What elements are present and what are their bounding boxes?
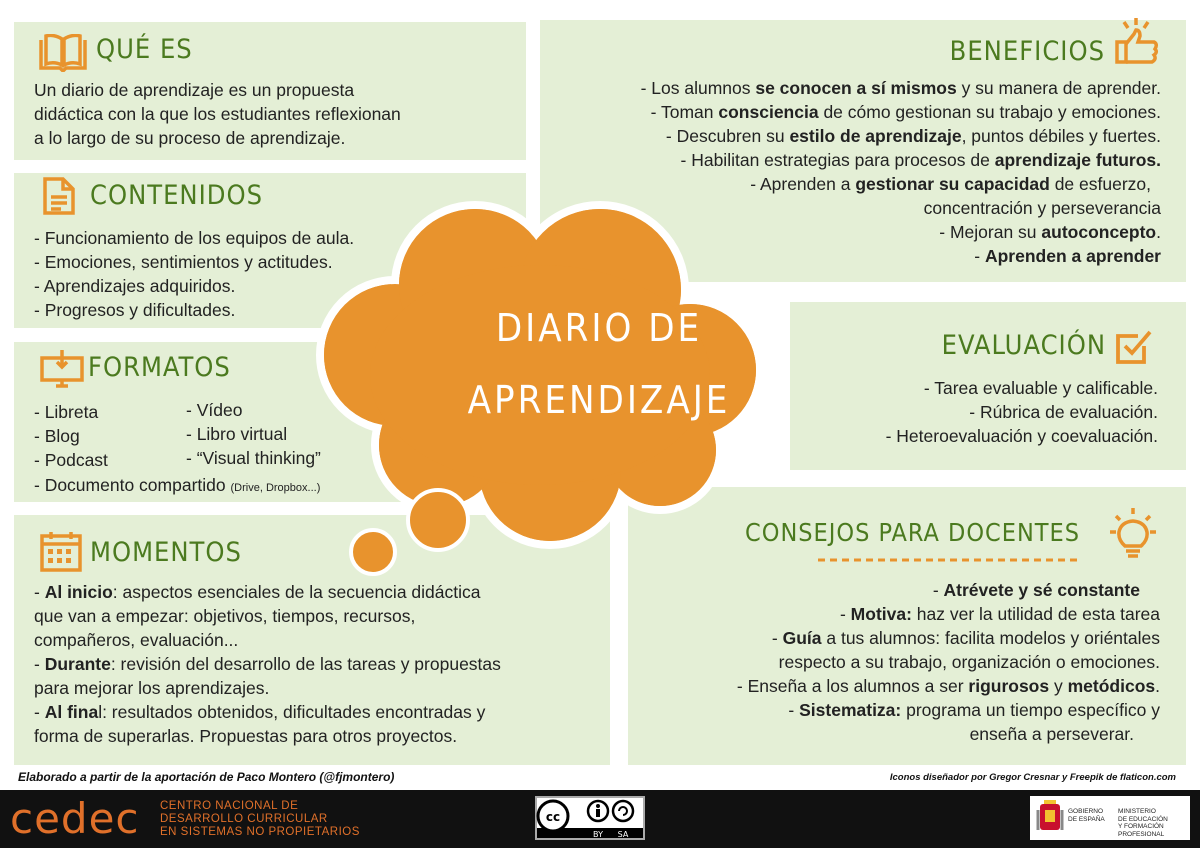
- formatos-title: FORMATOS: [88, 352, 231, 383]
- evaluacion-title: EVALUACIÓN: [941, 330, 1106, 361]
- credit-right: Iconos diseñador por Gregor Cresnar y Freepik de flaticon.com: [889, 772, 1176, 783]
- cedec-logo: cedec: [10, 794, 140, 843]
- que-es-text: Un diario de aprendizaje es un propuesta didáctica con la que los estudiantes reflexionan a lo largo de su proceso de aprendizaje.: [34, 80, 401, 148]
- thumbs-up-icon: [1114, 18, 1162, 66]
- momentos-title: MOMENTOS: [90, 537, 242, 568]
- bubble-large: [408, 490, 468, 550]
- cc-license-icon: [535, 796, 645, 840]
- contenidos-title: CONTENIDOS: [90, 180, 264, 211]
- formatos-col1: - Libreta - Blog - Podcast: [34, 402, 108, 470]
- que-es-title: QUÉ ES: [96, 34, 193, 65]
- ministry-text: GOBIERNO DE ESPAÑA: [1068, 808, 1105, 823]
- coat-of-arms-icon: [1036, 800, 1064, 836]
- formatos-last: - Documento compartido (Drive, Dropbox...): [34, 475, 321, 495]
- formatos-col2: - Vídeo - Libro virtual - “Visual thinking”: [186, 400, 321, 468]
- bubble-small: [351, 530, 395, 574]
- contenidos-text: - Funcionamiento de los equipos de aula. - Emociones, sentimientos y actitudes. - Aprendizajes adquiridos. - Progresos y dificultades.: [34, 228, 355, 320]
- consejos-text: - Atrévete y sé constante - Motiva: haz ver la utilidad de esta tarea - Guía a tus alumnos: facilita modelos y oriéntales respecto a su trabajo, organización o emociones. - Enseña a los alumnos a ser rigurosos y metódicos. - Sistematiza: programa un tiempo específico y enseña a perseverar.: [736, 580, 1160, 744]
- svg-text:SA: SA: [617, 830, 629, 839]
- center-title-line2: APRENDIZAJE: [467, 378, 731, 422]
- evaluacion-text: - Tarea evaluable y calificable. - Rúbrica de evaluación. - Heteroevaluación y coevaluación.: [885, 378, 1158, 446]
- beneficios-title: BENEFICIOS: [949, 36, 1105, 67]
- ministry-name: MINISTERIO DE EDUCACIÓN Y FORMACIÓN PROFESIONAL: [1118, 808, 1168, 838]
- cedec-subtitle: CENTRO NACIONAL DE DESARROLLO CURRICULAR EN SISTEMAS NO PROPIETARIOS: [160, 800, 360, 838]
- svg-text:cc: cc: [545, 810, 561, 824]
- lightbulb-icon: [1110, 508, 1156, 560]
- document-icon: [43, 177, 75, 215]
- checkbox-icon: [1114, 326, 1154, 366]
- book-icon: [38, 34, 88, 72]
- calendar-icon: [40, 530, 82, 572]
- center-title: [449, 292, 749, 436]
- credit-left: Elaborado a partir de la aportación de Paco Montero (@fjmontero): [18, 770, 395, 784]
- consejos-title: CONSEJOS PARA DOCENTES: [745, 518, 1080, 547]
- computer-icon: [40, 350, 84, 388]
- center-title-line1: DIARIO DE: [495, 306, 703, 350]
- svg-text:BY: BY: [593, 830, 603, 839]
- consejos-underline: [818, 557, 1078, 563]
- beneficios-text: - Los alumnos se conocen a sí mismos y su manera de aprender. - Toman consciencia de cómo gestionan su trabajo y emociones. - Descubren su estilo de aprendizaje, puntos débiles y fuertes. - Habilitan estrategias para procesos de aprendizaje futuros. - Aprenden a gestionar su capacidad de esfuerzo, concentración y perseverancia - Mejoran su autoconcepto. - Aprenden a aprender: [640, 78, 1161, 266]
- momentos-text: - Al inicio: aspectos esenciales de la secuencia didáctica que van a empezar: objetivos, tiempos, recursos, compañeros, evaluación... - Durante: revisión del desarrollo de las tareas y propuestas para mejorar los aprendizajes. - Al final: resultados obtenidos, dificultades encontradas y forma de superarlas. Propuestas para otros proyectos.: [34, 582, 501, 746]
